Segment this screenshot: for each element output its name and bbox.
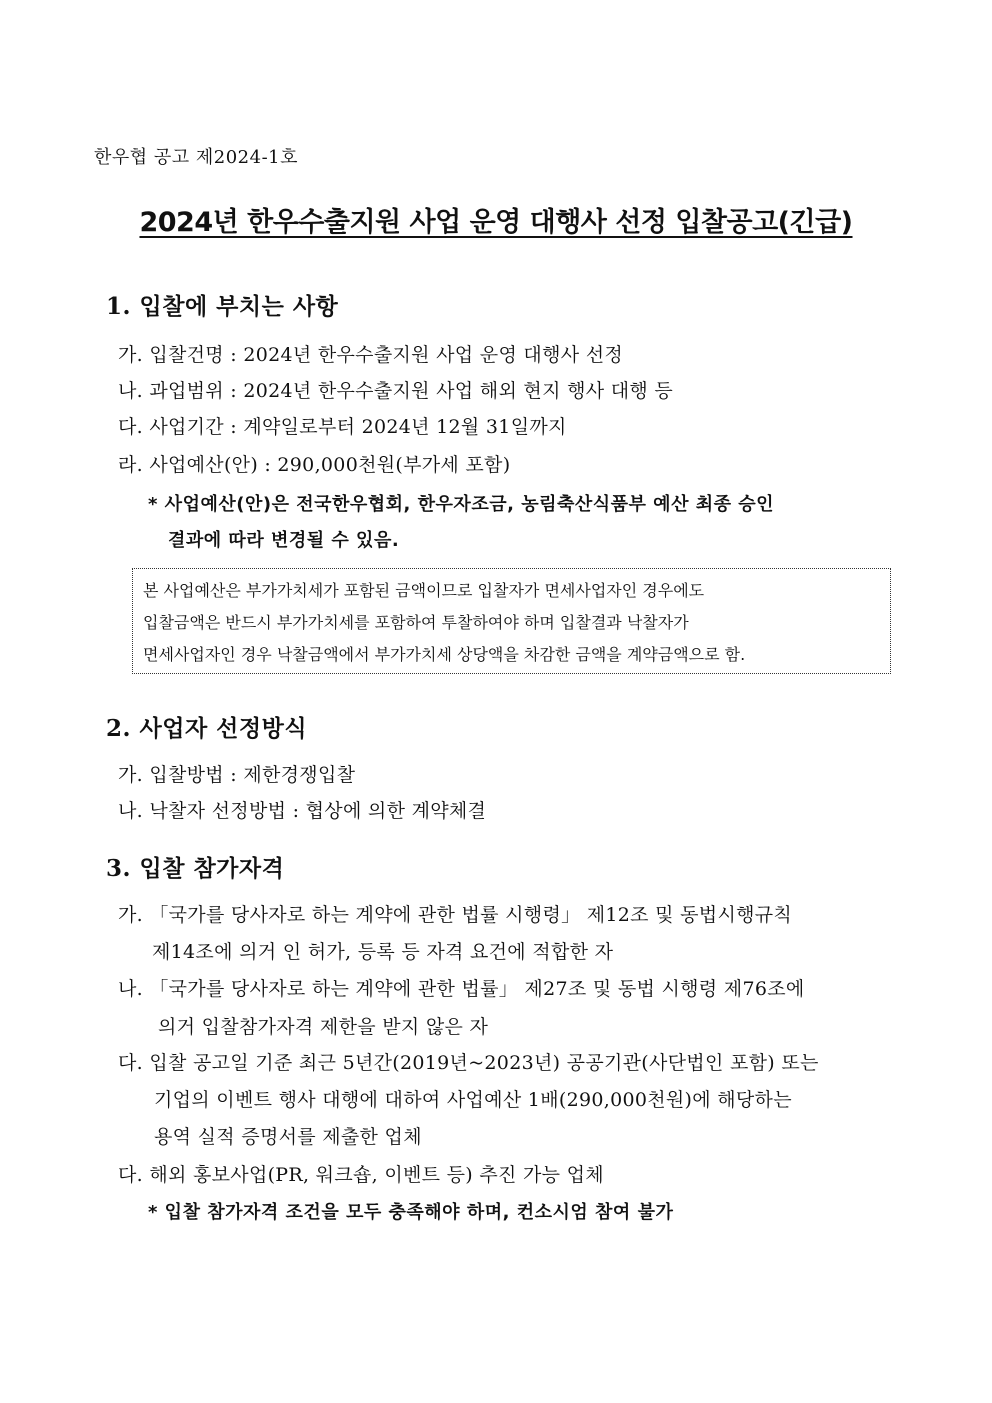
section3-item-b: 나. 「국가를 당사자로 하는 계약에 관한 법률」 제27조 및 동법 시행령 제76조에 xyxy=(118,978,805,1000)
section1-heading: 1. 입찰에 부치는 사항 xyxy=(106,293,339,320)
section2-item-selection: 나. 낙찰자 선정방법 : 협상에 의한 계약체결 xyxy=(118,800,487,822)
vat-notice-line: 면세사업자인 경우 낙찰금액에서 부가가치세 상당액을 차감한 금액을 계약금액으로 함. xyxy=(143,645,746,664)
section1-item-budget: 라. 사업예산(안) : 290,000천원(부가세 포함) xyxy=(118,454,511,476)
section1-item-bid-name: 가. 입찰건명 : 2024년 한우수출지원 사업 운영 대행사 선정 xyxy=(118,344,624,366)
section2-heading: 2. 사업자 선정방식 xyxy=(106,715,308,742)
document-title: 2024년 한우수출지원 사업 운영 대행사 선정 입찰공고(긴급) xyxy=(139,207,853,238)
vat-notice-line: 입찰금액은 반드시 부가가치세를 포함하여 투찰하여야 하며 입찰결과 낙찰자가 xyxy=(143,613,689,632)
section3-heading: 3. 입찰 참가자격 xyxy=(106,855,285,882)
section3-item-b-cont: 의거 입찰참가자격 제한을 받지 않은 자 xyxy=(158,1016,489,1038)
section3-item-c-cont: 기업의 이벤트 행사 대행에 대하여 사업예산 1배(290,000천원)에 해당하는 xyxy=(154,1089,792,1111)
section1-budget-note-cont: 결과에 따라 변경될 수 있음. xyxy=(168,530,400,551)
section1-budget-note: * 사업예산(안)은 전국한우협회, 한우자조금, 농림축산식품부 예산 최종 승인 xyxy=(148,494,775,515)
section3-item-c: 다. 입찰 공고일 기준 최근 5년간(2019년~2023년) 공공기관(사단법인 포함) 또는 xyxy=(118,1052,819,1074)
section2-item-method: 가. 입찰방법 : 제한경쟁입찰 xyxy=(118,764,356,786)
section3-item-c-cont2: 용역 실적 증명서를 제출한 업체 xyxy=(154,1126,422,1148)
section1-item-scope: 나. 과업범위 : 2024년 한우수출지원 사업 해외 현지 행사 대행 등 xyxy=(118,380,674,402)
vat-notice-box xyxy=(132,568,891,674)
section3-note: * 입찰 참가자격 조건을 모두 충족해야 하며, 컨소시엄 참여 불가 xyxy=(148,1202,674,1223)
notice-number: 한우협 공고 제2024-1호 xyxy=(94,147,299,168)
section3-item-d: 다. 해외 홍보사업(PR, 워크숍, 이벤트 등) 추진 가능 업체 xyxy=(118,1164,604,1186)
section3-item-a: 가. 「국가를 당사자로 하는 계약에 관한 법률 시행령」 제12조 및 동법시행규칙 xyxy=(118,904,793,926)
vat-notice-line: 본 사업예산은 부가가치세가 포함된 금액이므로 입찰자가 면세사업자인 경우에도 xyxy=(143,581,705,600)
section1-item-period: 다. 사업기간 : 계약일로부터 2024년 12월 31일까지 xyxy=(118,416,567,438)
section3-item-a-cont: 제14조에 의거 인 허가, 등록 등 자격 요건에 적합한 자 xyxy=(152,941,614,963)
